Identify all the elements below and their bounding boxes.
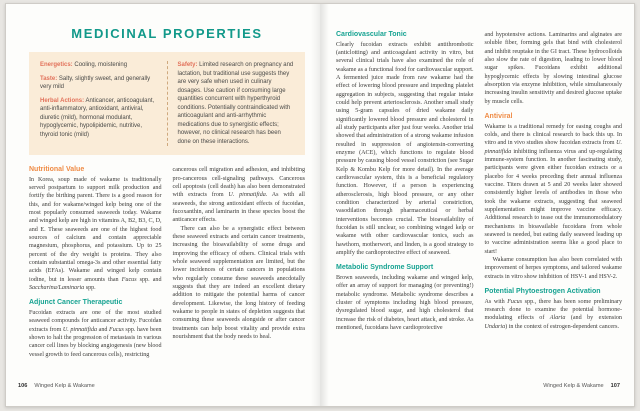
- right-page-column-2: [485, 31, 623, 332]
- left-page-column-1: [29, 166, 162, 359]
- paragraph: Wakame is a traditional remedy for easing coughs and colds, and there is clinical research to back this up. In vitro and in vivo studies show fucoidan extracts from U. pinnatifida inhibiting influenza virus and up-regulating immune-system function. In another fascinating study, participants were given either fucoidan extracts or a placebo for 4 weeks preceding their annual influenza vaccine. Titers drawn at 5 and 20 weeks later showed consistently higher levels of antibodies in those who took the wakame extracts, suggesting that seaweed supplementation might improve vaccine efficacy. Additional research to tease out the immunomodulatory mechanisms in bioavailable fucoidans from whole seaweed is needed, but eating daily seaweed leading up to vaccine administration seems like a good place to start!: [484, 123, 622, 255]
- section-heading-adjunct-cancer-therapeutic: Adjunct Cancer Therapeutic: [29, 299, 123, 307]
- section-heading-metabolic-syndrome-support: Metabolic Syndrome Support: [336, 264, 434, 272]
- info-entry-energetics: [40, 61, 157, 70]
- paragraph: cancerous cell migration and adhesion, and inhibiting pro-cancerous cell-signaling pathways. Cancerous cell apoptosis (cell death) has also been demonstrated with extracts from U. pinnatifida. As with all seaweeds, the strong antioxidant effects of fucoidan, fucoxanthin, and laminarin in these species boost the anticancer effects.: [172, 167, 305, 224]
- left-page: [6, 4, 320, 406]
- energetics-text: Cooling, moistening: [72, 62, 128, 68]
- info-entry-taste: [40, 75, 157, 92]
- safety-label: Safety:: [177, 62, 198, 68]
- left-footer-title: Winged Kelp & Wakame: [34, 383, 95, 389]
- book-spread: [5, 3, 635, 407]
- paragraph: Fucoidan extracts are one of the most studied seaweed compounds for anticancer activity. Fucoidan extracts from U. pinnatifida and Fucus spp. have been shown to halt the progression of metastasis in various cancer cell lines by blocking angiogenesis (new blood vessel growth to feed cancerous cells), restricting: [29, 309, 162, 358]
- paragraph: Brown seaweeds, including wakame and winged kelp, offer an array of support for managing (or preventing!) metabolic syndrome. Metabolic syndrome describes a cluster of symptoms including high blood pressure, dysregulated blood sugar, and high cholesterol that increase the risk of diabetes, heart attack, and stroke. As mentioned, fucoidans have cardioprotective: [336, 274, 474, 331]
- safety-text: Limited research on pregnancy and lactation, but traditional use suggests they are very safe when used in culinary dosages. Use caution if consuming large quantities concurrent with hyperthyroid conditions. Potentially contraindicated with anticoagulant and anti-arrhythmic medications due to synergistic effects; however, no clinical research has been done on these interactions.: [177, 62, 294, 145]
- right-page-footer: [543, 383, 620, 389]
- paragraph: As with Fucus spp., there has been some preliminary research done to examine the potential hormone-modulating effects of Alaria (and by extension Undaria) in the context of estrogen-dependent cancers.: [484, 298, 622, 330]
- info-entry-herbal-actions: [40, 97, 157, 140]
- section-heading-potential-phytoestrogen-activation: Potential Phytoestrogen Activation: [484, 288, 601, 296]
- page-title: MEDICINAL PROPERTIES: [71, 26, 263, 41]
- section-heading-nutritional-value: Nutritional Value: [29, 166, 85, 174]
- medicinal-properties-info-box: [29, 52, 305, 155]
- taste-text: Salty, slightly sweet, and generally very mild: [40, 75, 151, 91]
- section-heading-cardiovascular-tonic: Cardiovascular Tonic: [336, 31, 407, 38]
- paragraph: Clearly fucoidan extracts exhibit antithrombotic (anticlotting) and anticoagulant activity in vitro, but several clinical trials have also examined the role of wakame as a functional food for cardiovascular support. A fermented juice made from raw wakame had the effect of lowering blood pressure and impeding platelet aggregation in subjects, suggesting that regular intake could help prevent arteriosclerosis. Another small study using 5-gram capsules of dried wakame daily significantly lowered blood pressure and cholesterol in all study participants after just four weeks. Another trial showed that administration of a strong wakame infusion resulted in suppression of angiotensin-converting enzyme (ACE), which functions to regulate blood pressure by causing blood vessel constriction (see Sugar Kelp & Kombu Kelp for more detail). In the average cardiovascular system, this is a beneficial regulatory function. However, if a person is experiencing atherosclerosis, high blood pressure, or any other condition characterized by arterial constriction, vasodilation through pharmaceutical or herbal interventions becomes crucial. The bioavailability of fucoidan is still unclear, so combining winged kelp or wakame with other cardiovascular tonics, such as hawthorn, motherwort, and linden, is a good strategy to amplify the cardioprotective effect of seaweed.: [336, 41, 474, 257]
- left-page-footer: [18, 383, 95, 389]
- right-footer-title: Winged Kelp & Wakame: [543, 383, 604, 389]
- herbal-actions-text: Anticancer, anticoagulant, anti-inflammatory, antioxidant, antiviral, diuretic (mild), hormonal modulant, hypoglycemic, hypolipidemic, nutritive, thyroid tonic (mild): [40, 97, 155, 138]
- energetics-label: Energetics:: [40, 62, 73, 68]
- paragraph: In Korea, soup made of wakame is traditionally served postpartum to support milk production and fortify the birthing parent. There is a good reason for this, and for wakame/winged kelp being one of the most popularly consumed seaweeds today. Wakame and winged kelp are high in vitamins A, B2, B3, C, D, and E. These seaweeds are one of the highest food sources of calcium and contain appreciable magnesium, phosphorus, and potassium. Up to 25 percent of the dry weight is proteins. They also contain substantial omega-3s and other essential fatty acids (EFAs). Wakame and winged kelp contain iodine, but in lesser amounts than Fucus spp. and Saccharina/Laminaria spp.: [29, 176, 162, 292]
- paragraph: and hypotensive actions. Laminarins and alginates are soluble fiber, forming gels that bind with cholesterol and inhibit reuptake in the GI tract. These hydrocolloids also slow the rate of digestion, leading to lower blood sugar spikes. Fucoidans exhibit additional hypoglycemic effects by slowing intestinal glucose absorption via enzyme inhibition, while simultaneously increasing insulin sensitivity and desired glucose uptake by muscle cells.: [484, 32, 622, 105]
- paragraph: Wakame consumption has also been correlated with improvement of herpes symptoms, and tailored wakame extracts in vitro show inhibition of HSV-1 and HSV-2.: [484, 257, 622, 280]
- info-box-left-column: [40, 61, 167, 146]
- herbal-actions-label: Herbal Actions:: [40, 97, 85, 104]
- right-page-column-1: [336, 31, 474, 332]
- right-page-number: 107: [610, 383, 620, 389]
- left-page-column-2: [173, 166, 306, 359]
- info-box-right-column: [167, 61, 295, 146]
- left-page-number: 106: [18, 383, 28, 389]
- left-page-columns: [29, 166, 305, 359]
- right-page-columns: [336, 31, 622, 332]
- section-heading-antiviral: Antiviral: [484, 113, 513, 121]
- right-page: [320, 4, 634, 406]
- taste-label: Taste:: [40, 75, 58, 82]
- paragraph: There can also be a synergistic effect between these seaweed extracts and certain cancer treatments, increasing the bioavailability of some drugs and improving the efficacy of others. Clinical trials with whole seaweed supplementation are limited, but the lower incidences of certain cancers in populations who regularly consume these seaweeds anecdotally suggests that they are indeed an excellent dietary addition to mitigate the potential harms of cancer development. Likewise, the long history of feeding wakame to people in states of depletion suggests that consuming these seaweeds alongside or after cancer treatments can help boost vitality and provide extra nourishment that the body needs to heal.: [172, 225, 305, 341]
- info-entry-safety: [178, 61, 295, 146]
